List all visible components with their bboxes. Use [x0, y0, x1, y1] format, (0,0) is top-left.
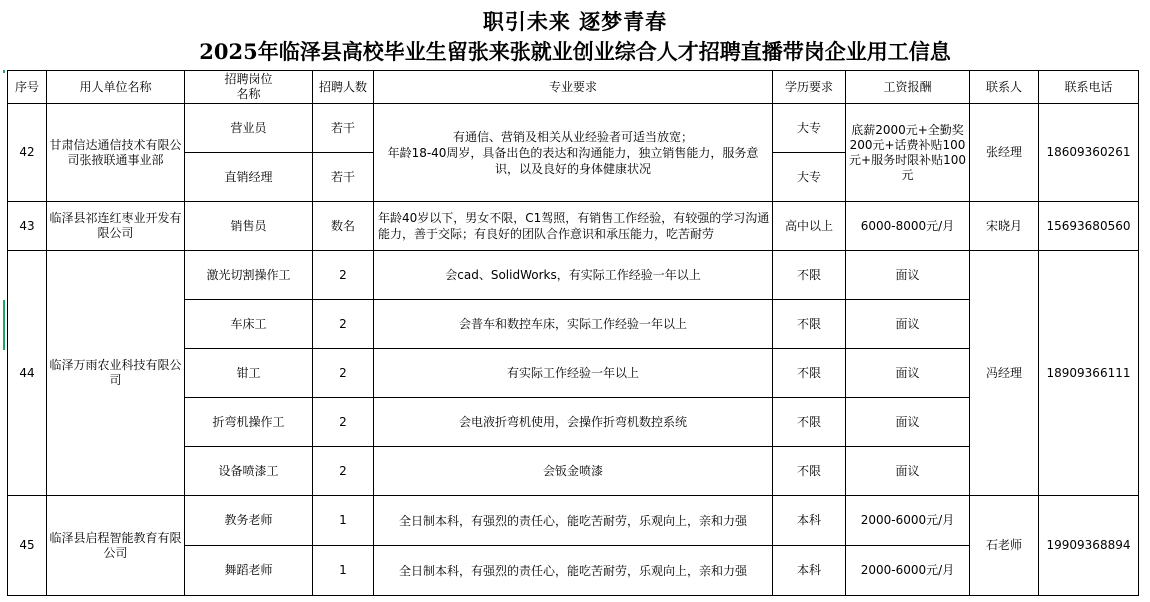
cell-phone[interactable]: 15693680560 — [1039, 202, 1139, 251]
header-contact: 联系人 — [970, 71, 1039, 104]
cell-position[interactable]: 直销经理 — [185, 153, 313, 202]
header-salary: 工资报酬 — [846, 71, 970, 104]
cell-count[interactable]: 2 — [313, 251, 374, 300]
header-seq: 序号 — [8, 71, 47, 104]
cell-education[interactable]: 本科 — [773, 496, 846, 546]
cell-employer[interactable]: 甘肃信达通信技术有限公司张掖联通事业部 — [47, 104, 185, 202]
cell-count[interactable]: 2 — [313, 349, 374, 398]
cell-count[interactable]: 2 — [313, 300, 374, 349]
cell-salary[interactable]: 面议 — [846, 447, 970, 496]
cell-count[interactable]: 2 — [313, 398, 374, 447]
cell-salary[interactable]: 面议 — [846, 300, 970, 349]
header-row — [8, 71, 1139, 104]
header-position-line2: 名称 — [236, 87, 261, 101]
cell-employer[interactable]: 临泽万雨农业科技有限公司 — [47, 251, 185, 496]
cell-seq[interactable]: 43 — [8, 202, 47, 251]
header-position-line1: 招聘岗位 — [224, 72, 273, 86]
cell-position[interactable]: 销售员 — [185, 202, 313, 251]
table-row[interactable] — [8, 104, 1139, 153]
cell-salary[interactable]: 2000-6000元/月 — [846, 546, 970, 596]
page-subtitle: 2025年临泽县高校毕业生留张来张就业创业综合人才招聘直播带岗企业用工信息 — [199, 39, 951, 64]
cell-position[interactable]: 教务老师 — [185, 496, 313, 546]
header-employer: 用人单位名称 — [47, 71, 185, 104]
cell-requirement[interactable]: 年龄40岁以下，男女不限，C1驾照，有销售工作经验，有较强的学习沟通能力，善于交际；有良好的团队合作意识和承压能力，吃苦耐劳 — [374, 202, 773, 251]
cell-count[interactable]: 1 — [313, 496, 374, 546]
cell-requirement[interactable]: 全日制本科，有强烈的责任心，能吃苦耐劳，乐观向上，亲和力强 — [374, 496, 773, 546]
cell-salary[interactable]: 面议 — [846, 349, 970, 398]
table-row[interactable] — [8, 496, 1139, 546]
cell-seq[interactable]: 45 — [8, 496, 47, 596]
selection-marker — [3, 70, 5, 73]
selection-marker — [3, 300, 5, 350]
title-block — [0, 0, 1150, 70]
cell-salary[interactable]: 底薪2000元+全勤奖200元+话费补贴100元+服务时限补贴100元 — [846, 104, 970, 202]
cell-salary[interactable]: 6000-8000元/月 — [846, 202, 970, 251]
header-requirement: 专业要求 — [374, 71, 773, 104]
cell-education[interactable]: 本科 — [773, 546, 846, 596]
cell-count[interactable]: 1 — [313, 546, 374, 596]
cell-count[interactable]: 2 — [313, 447, 374, 496]
job-table — [7, 70, 1139, 596]
cell-seq[interactable]: 42 — [8, 104, 47, 202]
cell-requirement[interactable]: 有通信、营销及相关从业经验者可适当放宽； 年龄18-40周岁，具备出色的表达和沟通能力，独立销售能力，服务意识，以及良好的身体健康状况 — [374, 104, 773, 202]
cell-employer[interactable]: 临泽县祁连红枣业开发有限公司 — [47, 202, 185, 251]
header-position — [185, 71, 313, 104]
table-row[interactable] — [8, 251, 1139, 300]
cell-seq[interactable]: 44 — [8, 251, 47, 496]
cell-phone[interactable]: 18609360261 — [1039, 104, 1139, 202]
cell-count[interactable]: 若干 — [313, 104, 374, 153]
header-education: 学历要求 — [773, 71, 846, 104]
page-title: 职引未来 逐梦青春 — [482, 9, 668, 34]
cell-count[interactable]: 数名 — [313, 202, 374, 251]
cell-requirement[interactable]: 会cad、SolidWorks，有实际工作经验一年以上 — [374, 251, 773, 300]
cell-contact[interactable]: 张经理 — [970, 104, 1039, 202]
cell-contact[interactable]: 石老师 — [970, 496, 1039, 596]
cell-position[interactable]: 折弯机操作工 — [185, 398, 313, 447]
cell-requirement[interactable]: 会普车和数控车床，实际工作经验一年以上 — [374, 300, 773, 349]
cell-education[interactable]: 高中以上 — [773, 202, 846, 251]
cell-position[interactable]: 钳工 — [185, 349, 313, 398]
cell-education[interactable]: 不限 — [773, 349, 846, 398]
cell-count[interactable]: 若干 — [313, 153, 374, 202]
cell-position[interactable]: 舞蹈老师 — [185, 546, 313, 596]
cell-salary[interactable]: 面议 — [846, 251, 970, 300]
cell-position[interactable]: 设备喷漆工 — [185, 447, 313, 496]
header-count: 招聘人数 — [313, 71, 374, 104]
cell-position[interactable]: 营业员 — [185, 104, 313, 153]
cell-requirement[interactable]: 会钣金喷漆 — [374, 447, 773, 496]
table-row[interactable] — [8, 202, 1139, 251]
cell-position[interactable]: 车床工 — [185, 300, 313, 349]
cell-requirement[interactable]: 有实际工作经验一年以上 — [374, 349, 773, 398]
cell-education[interactable]: 大专 — [773, 153, 846, 202]
cell-employer[interactable]: 临泽县启程智能教育有限公司 — [47, 496, 185, 596]
cell-salary[interactable]: 面议 — [846, 398, 970, 447]
header-phone: 联系电话 — [1039, 71, 1139, 104]
cell-contact[interactable]: 宋晓月 — [970, 202, 1039, 251]
cell-education[interactable]: 不限 — [773, 398, 846, 447]
cell-education[interactable]: 不限 — [773, 300, 846, 349]
cell-requirement[interactable]: 全日制本科，有强烈的责任心，能吃苦耐劳，乐观向上，亲和力强 — [374, 546, 773, 596]
cell-requirement[interactable]: 会电液折弯机使用，会操作折弯机数控系统 — [374, 398, 773, 447]
cell-education[interactable]: 不限 — [773, 447, 846, 496]
cell-education[interactable]: 大专 — [773, 104, 846, 153]
cell-contact[interactable]: 冯经理 — [970, 251, 1039, 496]
cell-phone[interactable]: 19909368894 — [1039, 496, 1139, 596]
cell-education[interactable]: 不限 — [773, 251, 846, 300]
cell-position[interactable]: 激光切割操作工 — [185, 251, 313, 300]
cell-salary[interactable]: 2000-6000元/月 — [846, 496, 970, 546]
cell-phone[interactable]: 18909366111 — [1039, 251, 1139, 496]
